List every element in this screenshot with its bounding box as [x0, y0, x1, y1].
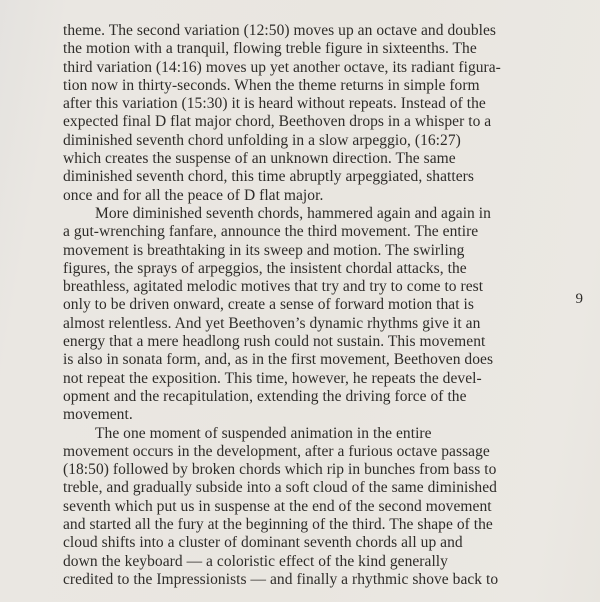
text-line: theme. The second variation (12:50) moves up an octave and doubles: [63, 22, 497, 39]
text-line: down the keyboard — a coloristic effect of the kind generally: [63, 552, 448, 570]
text-line: third variation (14:16) moves up yet another octave, its radiant figura-: [63, 58, 501, 76]
text-line: not repeat the exposition. This time, however, he repeats the devel-: [63, 369, 482, 387]
text-line: movement occurs in the development, after a furious octave passage: [63, 442, 490, 460]
text-line: (18:50) followed by broken chords which rip in bunches from bass to: [63, 461, 497, 479]
text-line: movement.: [63, 406, 133, 424]
text-line: expected final D flat major chord, Beethoven drops in a whisper to a: [63, 113, 492, 131]
text-line: the motion with a tranquil, flowing treble figure in sixteenths. The: [63, 40, 477, 58]
text-line: tion now in thirty-seconds. When the theme returns in simple form: [63, 76, 480, 94]
text-line: seventh which put us in suspense at the end of the second movement: [63, 497, 492, 515]
text-line: energy that a mere headlong rush could not sustain. This movement: [63, 333, 486, 351]
text-line: credited to the Impressionists — and finally a rhythmic shove back to: [63, 570, 499, 588]
text-line: is also in sonata form, and, as in the first movement, Beethoven does: [63, 351, 494, 369]
text-line: The one moment of suspended animation in the entire: [95, 424, 432, 442]
text-line: after this variation (15:30) it is heard without repeats. Instead of the: [63, 95, 486, 113]
text-line: which creates the suspense of an unknown direction. The same: [63, 150, 456, 168]
text-line: movement is breathtaking in its sweep and motion. The swirling: [63, 241, 465, 259]
text-line: figures, the sprays of arpeggios, the insistent chordal attacks, the: [63, 259, 467, 277]
text-line: once and for all the peace of D flat major.: [63, 186, 324, 204]
text-line: diminished seventh chord, this time abruptly arpeggiated, shatters: [63, 168, 474, 186]
text-line: diminished seventh chord unfolding in a slow arpeggio, (16:27): [63, 131, 461, 149]
text-line: almost relentless. And yet Beethoven’s dynamic rhythms give it an: [63, 314, 481, 332]
text-line: only to be driven onward, create a sense of forward motion that is: [63, 296, 474, 314]
text-block: [63, 22, 555, 589]
text-line: opment and the recapitulation, extending the driving force of the: [63, 387, 467, 405]
text-line: More diminished seventh chords, hammered again and again in: [95, 204, 491, 222]
text-line: a gut-wrenching fanfare, announce the third movement. The entire: [63, 223, 479, 241]
text-line: cloud shifts into a cluster of dominant seventh chords all up and: [63, 534, 463, 552]
text-line: and started all the fury at the beginning of the third. The shape of the: [63, 516, 493, 534]
text-line: treble, and gradually subside into a soft cloud of the same diminished: [63, 479, 497, 497]
text-line: breathless, agitated melodic motives that try and try to come to rest: [63, 278, 484, 296]
page-number: 9: [575, 291, 583, 307]
